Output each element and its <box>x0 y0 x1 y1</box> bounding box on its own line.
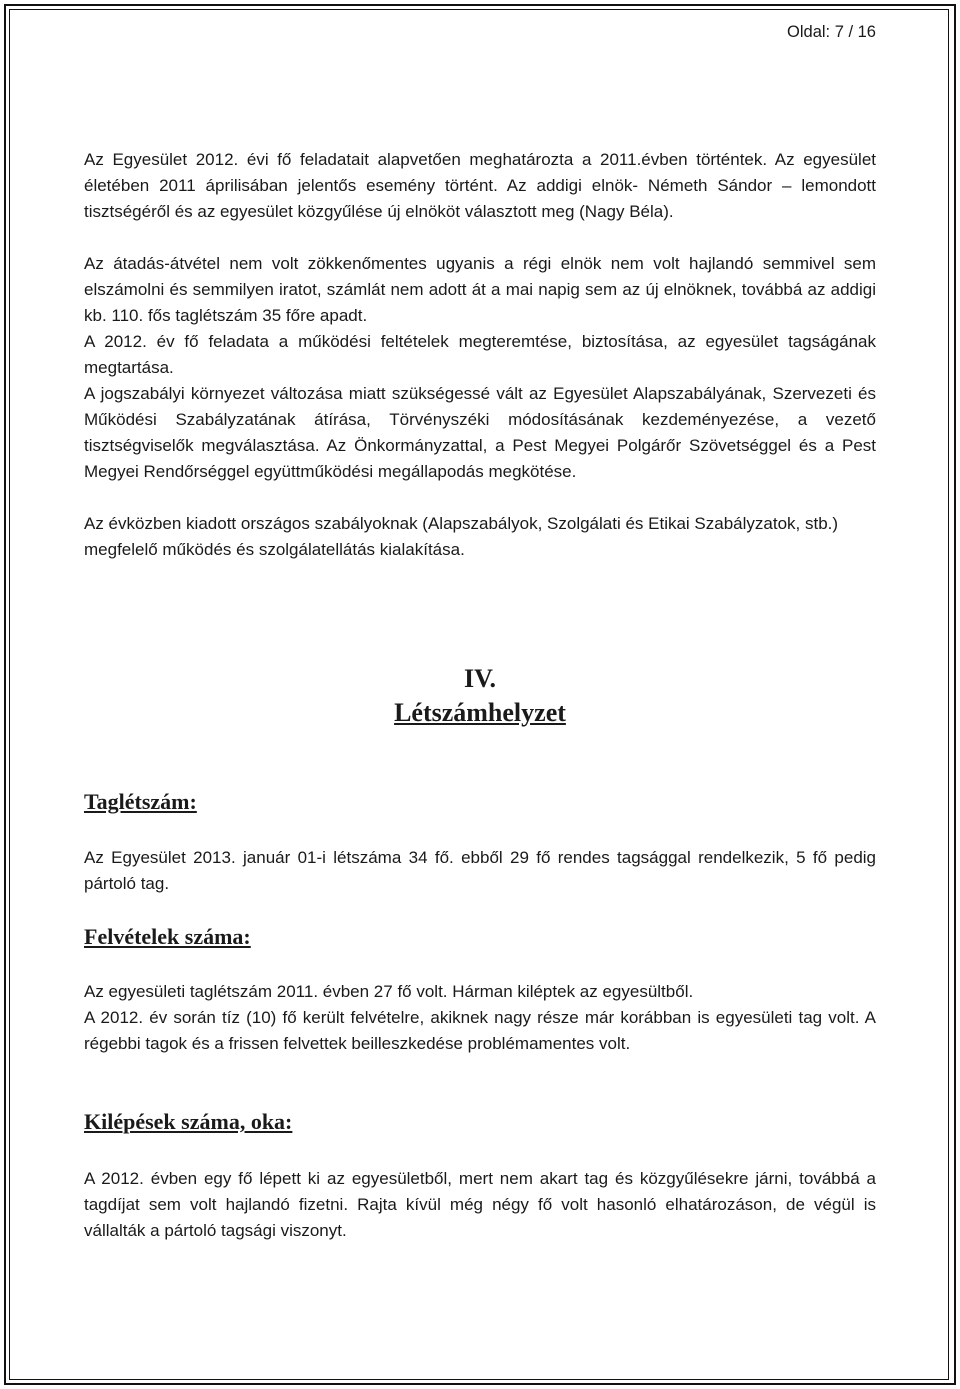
intro-paragraph-5: Az évközben kiadott országos szabályoknak (Alapszabályok, Szolgálati és Etikai Szabályzatok, stb.) megfelelő működés és szolgálatellátás kialakítása. <box>84 514 839 559</box>
felvetelek-paragraph-1: Az egyesületi taglétszám 2011. évben 27 fő volt. Hárman kiléptek az egyesültből. <box>84 982 694 1001</box>
felvetelek-heading: Felvételek száma: <box>84 924 251 949</box>
intro-paragraph-3: A 2012. év fő feladata a működési feltételek megteremtése, biztosítása, az egyesület tagságának megtartása. <box>84 332 876 377</box>
kilepesek-text: A 2012. évben egy fő lépett ki az egyesületből, mert nem akart tag és közgyűlésekre járni, továbbá a tagdíjat sem volt hajlandó fizetni. Rajta kívül még négy fő volt hasonló elhatározáson, de végül is vállalták a pártoló tagsági viszonyt. <box>84 1169 876 1240</box>
tagletszam-text: Az Egyesület 2013. január 01-i létszáma 34 fő. ebből 29 fő rendes tagsággal rendelkezik, 5 fő pedig pártoló tag. <box>84 848 876 893</box>
intro-paragraph-4: A jogszabályi környezet változása miatt szükségessé vált az Egyesület Alapszabályának, Szervezeti és Működési Szabályzatának átírása, Törvényszéki módosításának kezdeményezése, a vezető tisztségviselők megválasztása. Az Önkormányzattal, a Pest Megyei Polgárőr Szövetséggel és a Pest Megyei Rendőrséggel együttműködési megállapodás megkötése. <box>84 384 876 481</box>
felvetelek-paragraph-2: A 2012. év során tíz (10) fő került felvételre, akiknek nagy része már korábban is egyesületi tag volt. A régebbi tagok és a frissen felvettek beilleszkedése problémamentes volt. <box>84 1008 876 1053</box>
section-title: Létszámhelyzet <box>394 698 566 727</box>
tagletszam-heading: Taglétszám: <box>84 789 197 814</box>
section-number: IV. <box>463 664 497 693</box>
intro-paragraph-2: Az átadás-átvétel nem volt zökkenőmentes ugyanis a régi elnök nem volt hajlandó semmivel sem elszámolni és semmilyen iratot, számlát nem adott át a mai napig sem az új elnöknek, továbbá az addigi kb. 110. fős taglétszám 35 főre apadt. <box>84 254 876 325</box>
page-number: Oldal: 7 / 16 <box>787 23 876 41</box>
kilepesek-heading: Kilépések száma, oka: <box>84 1109 293 1134</box>
intro-paragraph-1: Az Egyesület 2012. évi fő feladatait alapvetően meghatározta a 2011.évben történtek. Az egyesület életében 2011 áprilisában jelentős esemény történt. Az addigi elnök- Németh Sándor – lemondott tisztségéről és az egyesület közgyűlése új elnököt választott meg (Nagy Béla). <box>84 150 876 221</box>
